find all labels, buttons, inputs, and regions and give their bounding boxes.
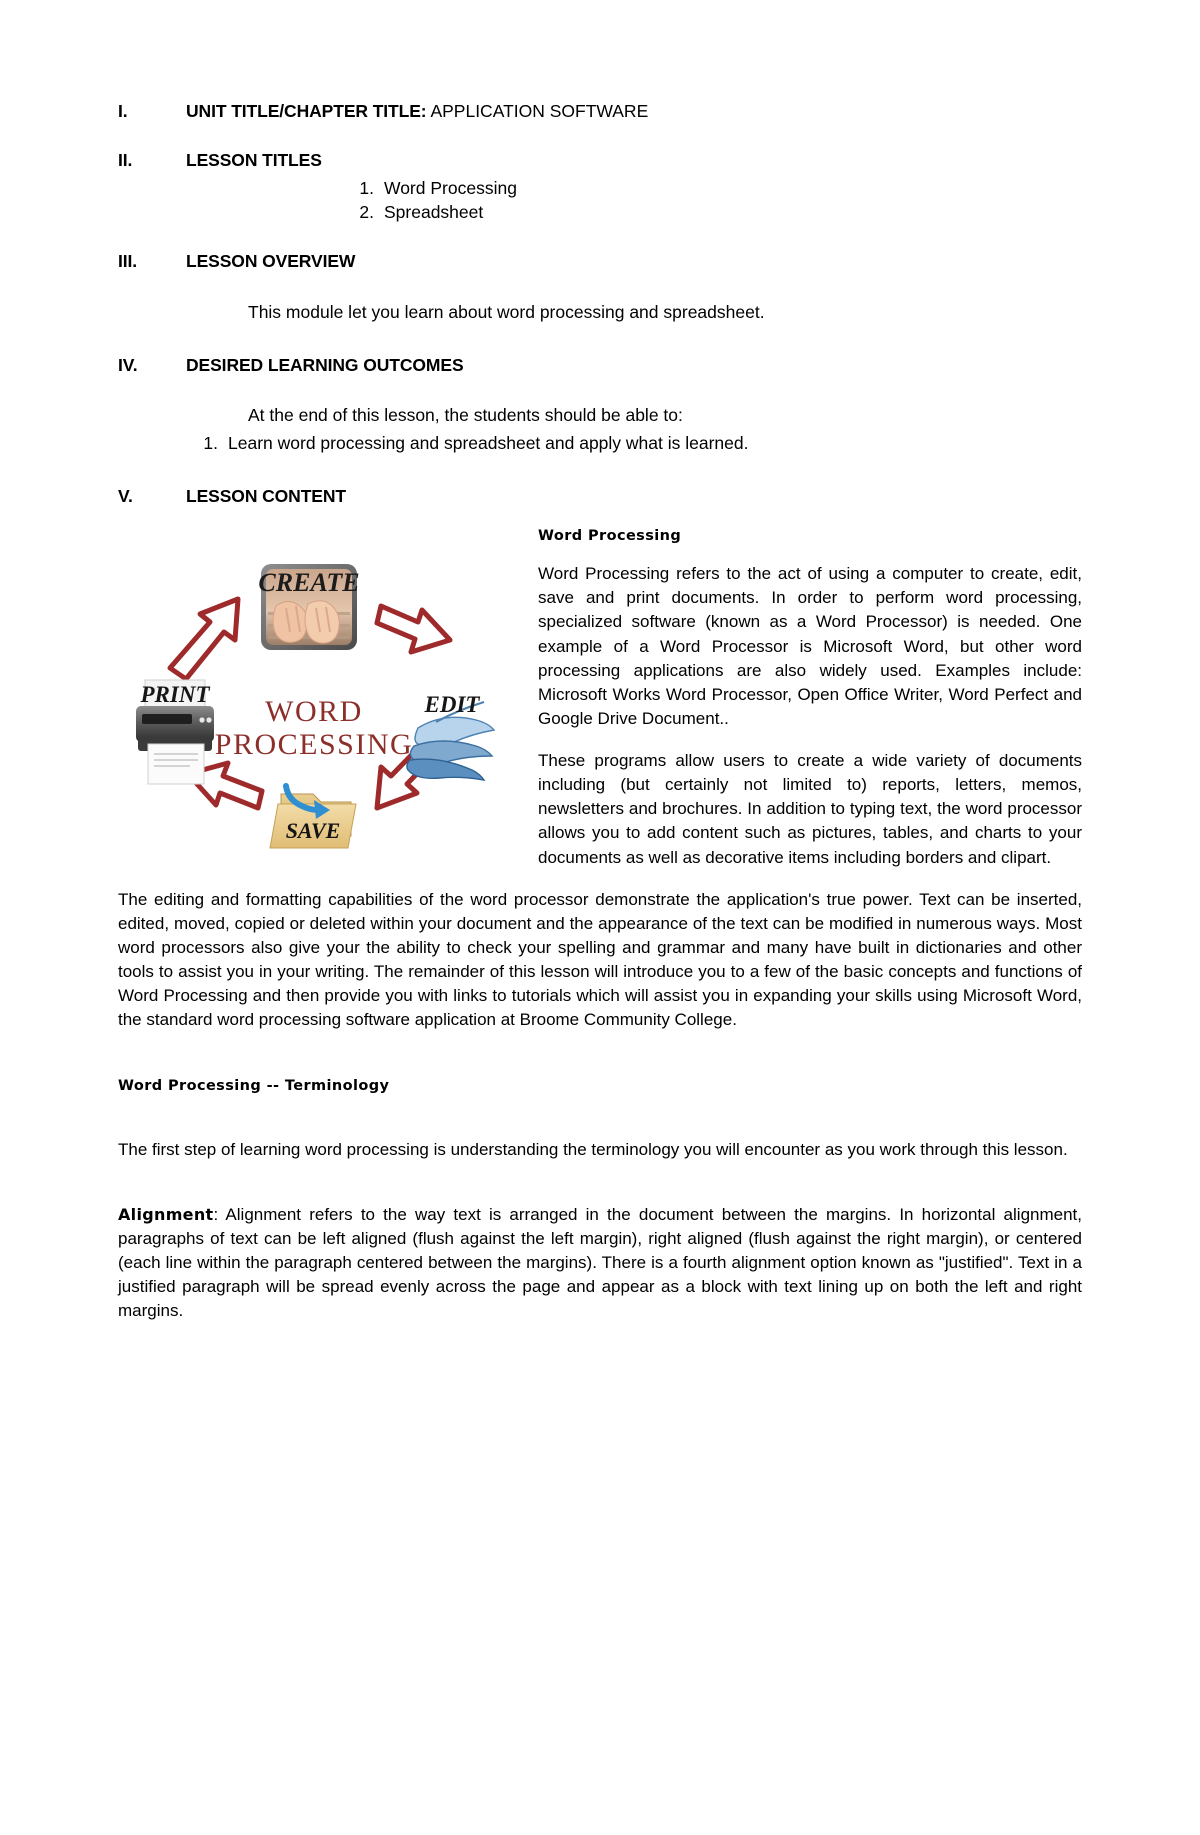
figure-title-line2: PROCESSING (214, 728, 414, 762)
alignment-term-label: Alignment (118, 1204, 214, 1224)
lesson-content-block (118, 528, 1082, 1323)
outcomes-list (198, 431, 1082, 455)
word-processing-right-column (528, 528, 1082, 731)
arrow-print-to-create (170, 599, 238, 679)
figure-title-line1: WORD (265, 695, 363, 729)
list-item (354, 176, 1082, 200)
section-lesson-titles (118, 149, 1082, 224)
spacer (186, 377, 1082, 403)
word-processing-paragraph-1: Word Processing refers to the act of using a computer to create, edit, save and print documents. In order to perform word processing, specialized software (known as a Word Processor) is needed. One example of a Word Processor is Microsoft Word, but other word processing applications are also widely used. Examples include: Microsoft Works Word Processor, Open Office Writer, Word Perfect and Google Drive Document.. (538, 564, 1082, 728)
section-numeral: IV. (118, 354, 138, 375)
section-body (186, 100, 1082, 123)
word-processing-heading: Word Processing (538, 528, 682, 545)
node-save-label: SAVE (285, 818, 341, 844)
node-edit-label: EDIT (424, 692, 480, 718)
list-item (354, 200, 1082, 224)
lesson-titles-list (354, 176, 1082, 224)
list-item-number: 1. (359, 178, 374, 199)
spacer (118, 324, 1082, 354)
section-heading-trailing: APPLICATION SOFTWARE (426, 101, 649, 121)
outcomes-intro-text: At the end of this lesson, the students should be able to: (248, 404, 683, 425)
section-body (186, 149, 1082, 224)
section-numeral: III. (118, 251, 138, 272)
node-create-label: CREATE (258, 568, 360, 598)
section-numeral: I. (118, 101, 128, 121)
word-processing-cycle-figure (118, 546, 518, 856)
section-heading: LESSON TITLES (186, 150, 322, 171)
spacer (118, 123, 1082, 149)
list-item-number: 1. (203, 432, 218, 453)
list-item-label: Word Processing (384, 178, 517, 199)
list-item-label: Learn word processing and spreadsheet and apply what is learned. (228, 432, 749, 453)
section-heading: LESSON OVERVIEW (186, 251, 356, 272)
section-numeral: II. (118, 150, 133, 171)
section-desired-learning-outcomes (118, 354, 1082, 455)
cycle-diagram-svg (118, 546, 518, 856)
node-edit-icon (407, 692, 494, 780)
section-heading: UNIT TITLE/CHAPTER TITLE: (186, 101, 427, 121)
word-processing-paragraph-3: The editing and formatting capabilities of the word processor demonstrate the application's true power. Text can be inserted, edited, moved, copied or deleted within your document and the appearance of the text can be modified in numerous ways. Most word processors also give your the ability to check your spelling and grammar and many have built in dictionaries and other tools to assist you in your writing. The remainder of this lesson will introduce you to a few of the basic concepts and functions of Word Processing and then provide you with links to tutorials which will assist you in expanding your skills using Microsoft Word, the standard word processing software application at Broome Community College. (118, 889, 1082, 1030)
section-unit-title (118, 100, 1082, 123)
node-create-icon (258, 564, 359, 650)
word-processing-paragraph-2: These programs allow users to create a wide variety of documents including (but certainly not limited to) reports, letters, memos, newsletters and brochures. In addition to typing text, the word processor allows you to add content such as pictures, tables, and charts to your documents as well as decorative items including borders and clipart. (538, 751, 1082, 867)
section-numeral: V. (118, 486, 133, 507)
terminology-heading: Word Processing -- Terminology (118, 1078, 390, 1095)
alignment-term-text: : Alignment refers to the way text is arranged in the document between the margins. In horizontal alignment, paragraphs of text can be left aligned (flush against the left margin), right aligned (flush against the right margin), or centered (each line within the paragraph centered between the margins). There is a fourth alignment option known as "justified". Text in a justified paragraph will be spread evenly across the page and appear as a block with text lining up on both the left and right margins. (118, 1204, 1082, 1321)
list-item-label: Spreadsheet (384, 202, 484, 223)
spacer (118, 455, 1082, 485)
node-save-icon (270, 786, 356, 848)
alignment-paragraph (118, 1203, 1082, 1324)
section-heading: DESIRED LEARNING OUTCOMES (186, 354, 464, 375)
arrow-create-to-edit (377, 606, 450, 652)
spacer (186, 274, 1082, 300)
list-item (198, 431, 1082, 455)
spacer (118, 224, 1082, 250)
node-print-icon (136, 680, 214, 784)
terminology-intro-paragraph: The first step of learning word processing is understanding the terminology you will encounter as you work through this lesson. (118, 1140, 1068, 1160)
section-heading: LESSON CONTENT (186, 486, 346, 507)
section-lesson-overview (118, 250, 1082, 323)
section-body (186, 354, 1082, 455)
section-body (186, 250, 1082, 323)
section-lesson-content (118, 485, 1082, 508)
node-print-label: PRINT (140, 682, 210, 708)
lesson-overview-text: This module let you learn about word processing and spreadsheet. (248, 301, 765, 322)
list-item-number: 2. (359, 202, 374, 223)
section-body (186, 485, 1082, 508)
